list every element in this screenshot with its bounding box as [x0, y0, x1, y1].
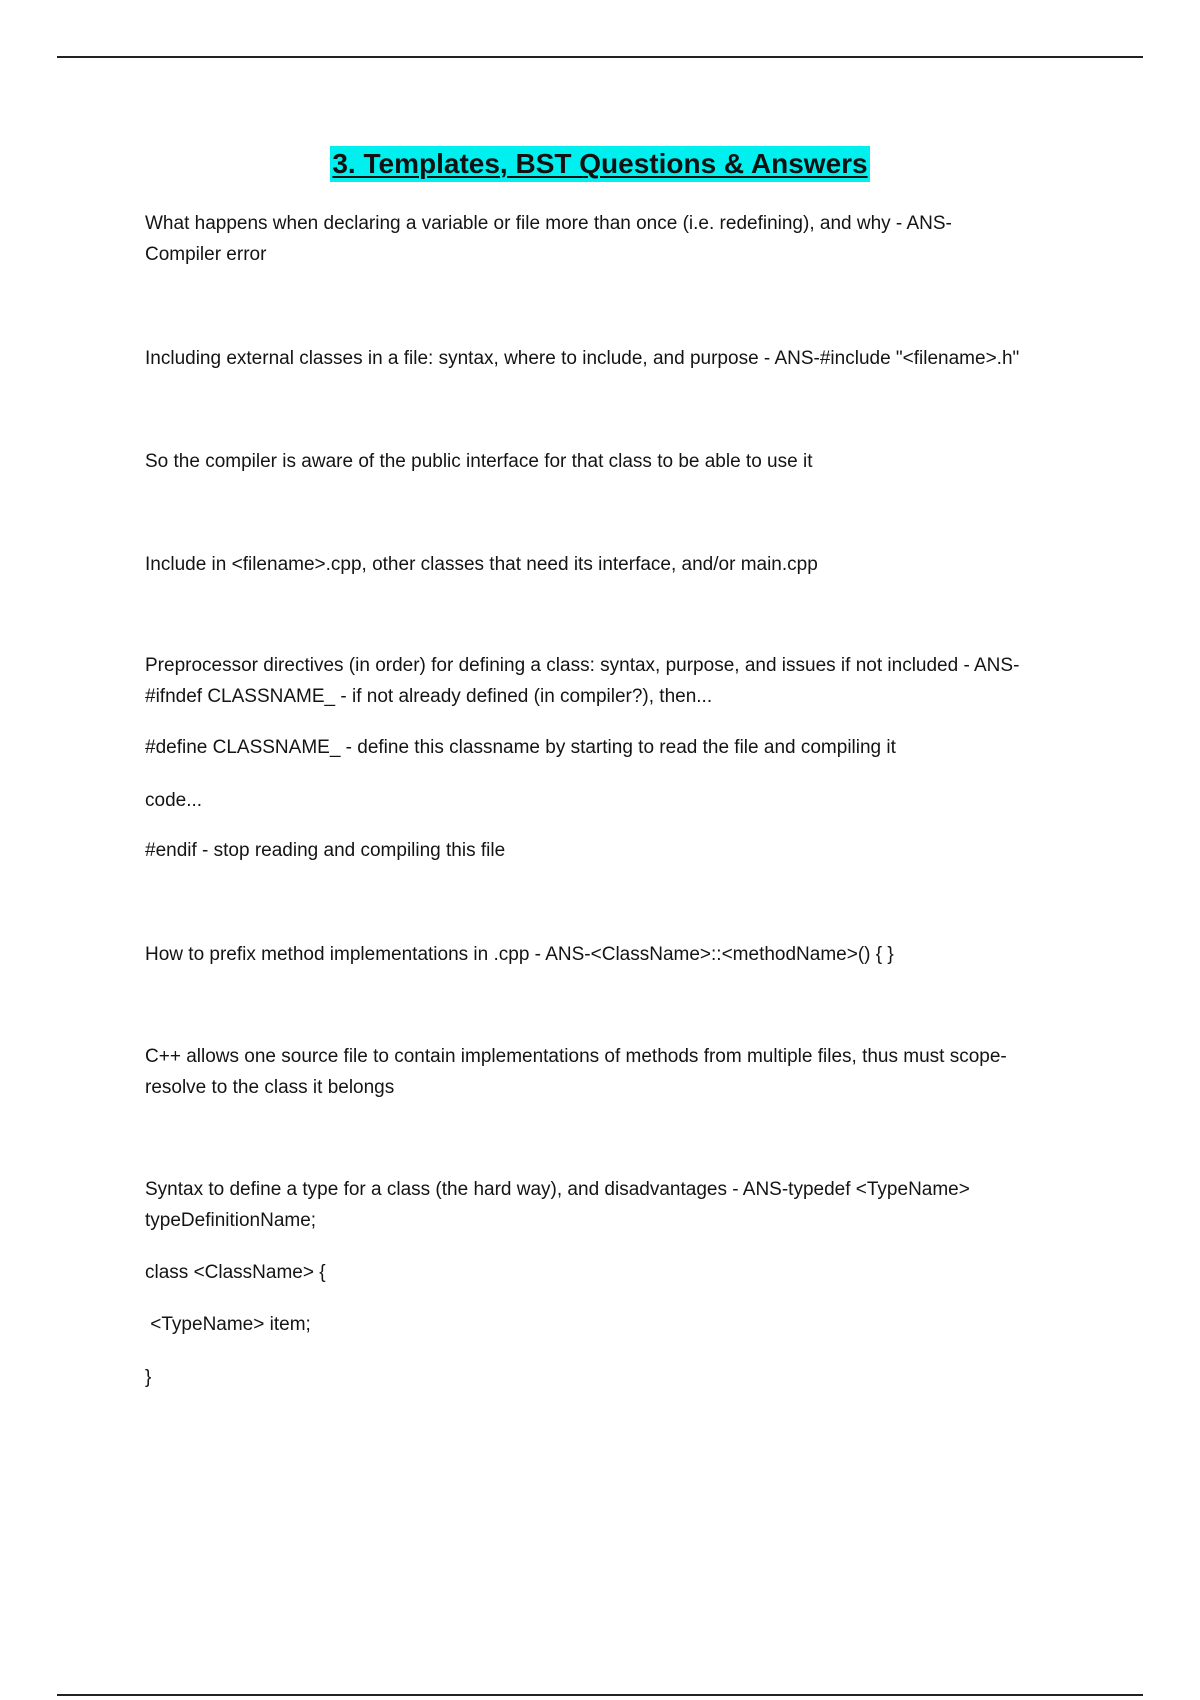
- paragraph-class-declaration: class <ClassName> {: [145, 1262, 326, 1283]
- paragraph-question-typedef: Syntax to define a type for a class (the hard way), and disadvantages - ANS-typedef <TypeName> typeDefinitionName;: [145, 1179, 970, 1231]
- paragraph-code: code...: [145, 790, 203, 811]
- paragraph-question-preprocessor: Preprocessor directives (in order) for defining a class: syntax, purpose, and issues if not included - ANS- #ifndef CLASSNAME_ - if not already defined (in compiler?), then...: [145, 655, 1020, 707]
- paragraph-closing-brace: }: [145, 1367, 152, 1388]
- paragraph-typename-item: <TypeName> item;: [145, 1314, 311, 1335]
- paragraph-endif-directive: #endif - stop reading and compiling this file: [145, 840, 506, 861]
- paragraph-answer-include-where: Include in <filename>.cpp, other classes that need its interface, and/or main.cpp: [145, 554, 818, 575]
- paragraph-answer-scope-resolve: C++ allows one source file to contain implementations of methods from multiple files, thus must scope- resolve to the class it belongs: [145, 1046, 1007, 1098]
- paragraph-question-redefining: What happens when declaring a variable or file more than once (i.e. redefining), and why - ANS- Compiler error: [145, 213, 952, 265]
- header-rule: [57, 56, 1143, 58]
- paragraph-question-including-classes: Including external classes in a file: syntax, where to include, and purpose - ANS-#include "<filename>.h": [145, 348, 1020, 369]
- footer-rule: [57, 1694, 1143, 1696]
- paragraph-define-directive: #define CLASSNAME_ - define this classname by starting to read the file and compiling it: [145, 737, 896, 758]
- paragraph-question-prefix-methods: How to prefix method implementations in .cpp - ANS-<ClassName>::<methodName>() { }: [145, 944, 894, 965]
- document-title: 3. Templates, BST Questions & Answers: [330, 146, 869, 182]
- paragraph-answer-public-interface: So the compiler is aware of the public interface for that class to be able to use it: [145, 451, 813, 472]
- title-container: [0, 146, 1200, 182]
